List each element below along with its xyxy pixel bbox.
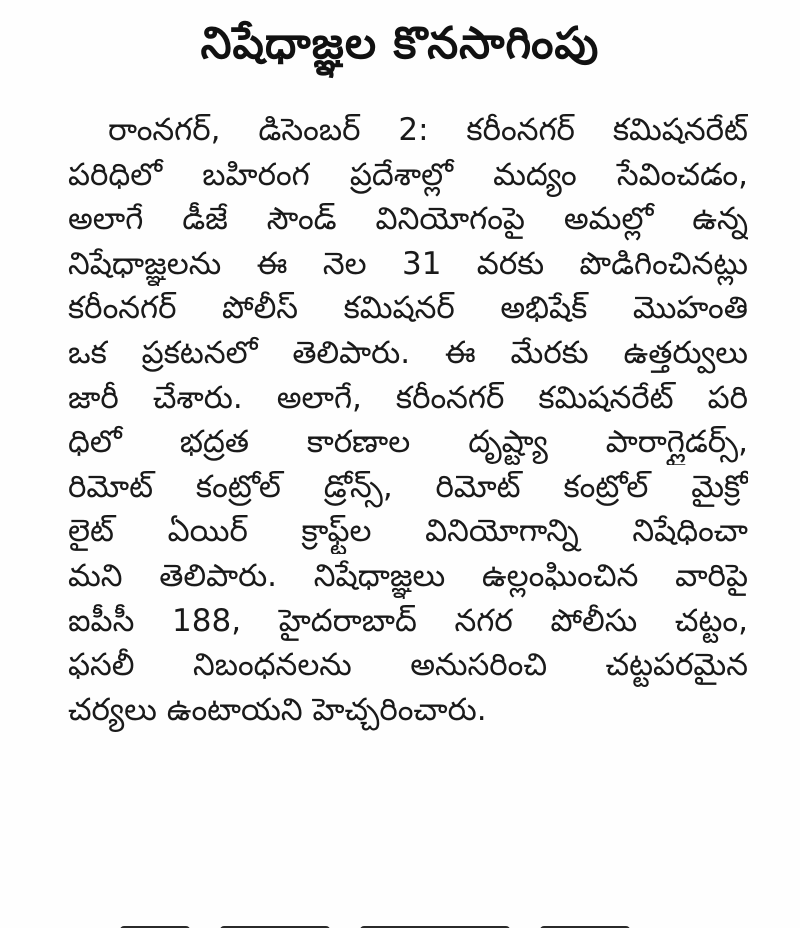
article-line: పరిధిలో బహిరంగ ప్రదేశాల్లో మద్యం సేవించడం, — [68, 156, 748, 193]
article-line: అలాగే డీజే సౌండ్ వినియోగంపై అమల్లో ఉన్న — [68, 201, 748, 238]
next-article-cutoff — [120, 910, 740, 928]
article-headline: నిషేధాజ్ఞల కొనసాగింపు — [200, 18, 600, 69]
article-line: ధిలో భద్రత కారణాల దృష్ట్యా పారాగ్లైడర్స్, — [68, 424, 748, 461]
article-line: ఒక ప్రకటనలో తెలిపారు. ఈ మేరకు ఉత్తర్వులు — [68, 334, 748, 371]
article-line: కరీంనగర్ పోలీస్ కమిషనర్ అభిషేక్ మొహంతి — [68, 290, 748, 327]
article-line: మని తెలిపారు. నిషేధాజ్ఞలు ఉల్లంఘించిన వారిపై — [68, 557, 748, 594]
article-line: నిషేధాజ్ఞలను ఈ నెల 31 వరకు పొడిగించినట్లు — [68, 245, 748, 282]
article-line: చర్యలు ఉంటాయని హెచ్చరించారు. — [68, 691, 487, 728]
article-line: ఫసలీ నిబంధనలను అనుసరించి చట్టపరమైన — [68, 647, 748, 684]
article-line: ఐపీసీ 188, హైదరాబాద్ నగర పోలీసు చట్టం, — [68, 602, 748, 639]
article-line: లైట్ ఏయిర్ క్రాఫ్ట్‌ల వినియోగాన్ని నిషేధించా — [68, 513, 748, 550]
article-line: జారీ చేశారు. అలాగే, కరీంనగర్ కమిషనరేట్ పరి — [68, 379, 748, 416]
article-body — [68, 108, 748, 732]
article-line: రిమోట్ కంట్రోల్ డ్రోన్స్, రిమోట్ కంట్రోల్ మైక్రో — [68, 468, 748, 505]
article-line: రాంనగర్, డిసెంబర్ 2: కరీంనగర్ కమిషనరేట్ — [108, 112, 748, 148]
